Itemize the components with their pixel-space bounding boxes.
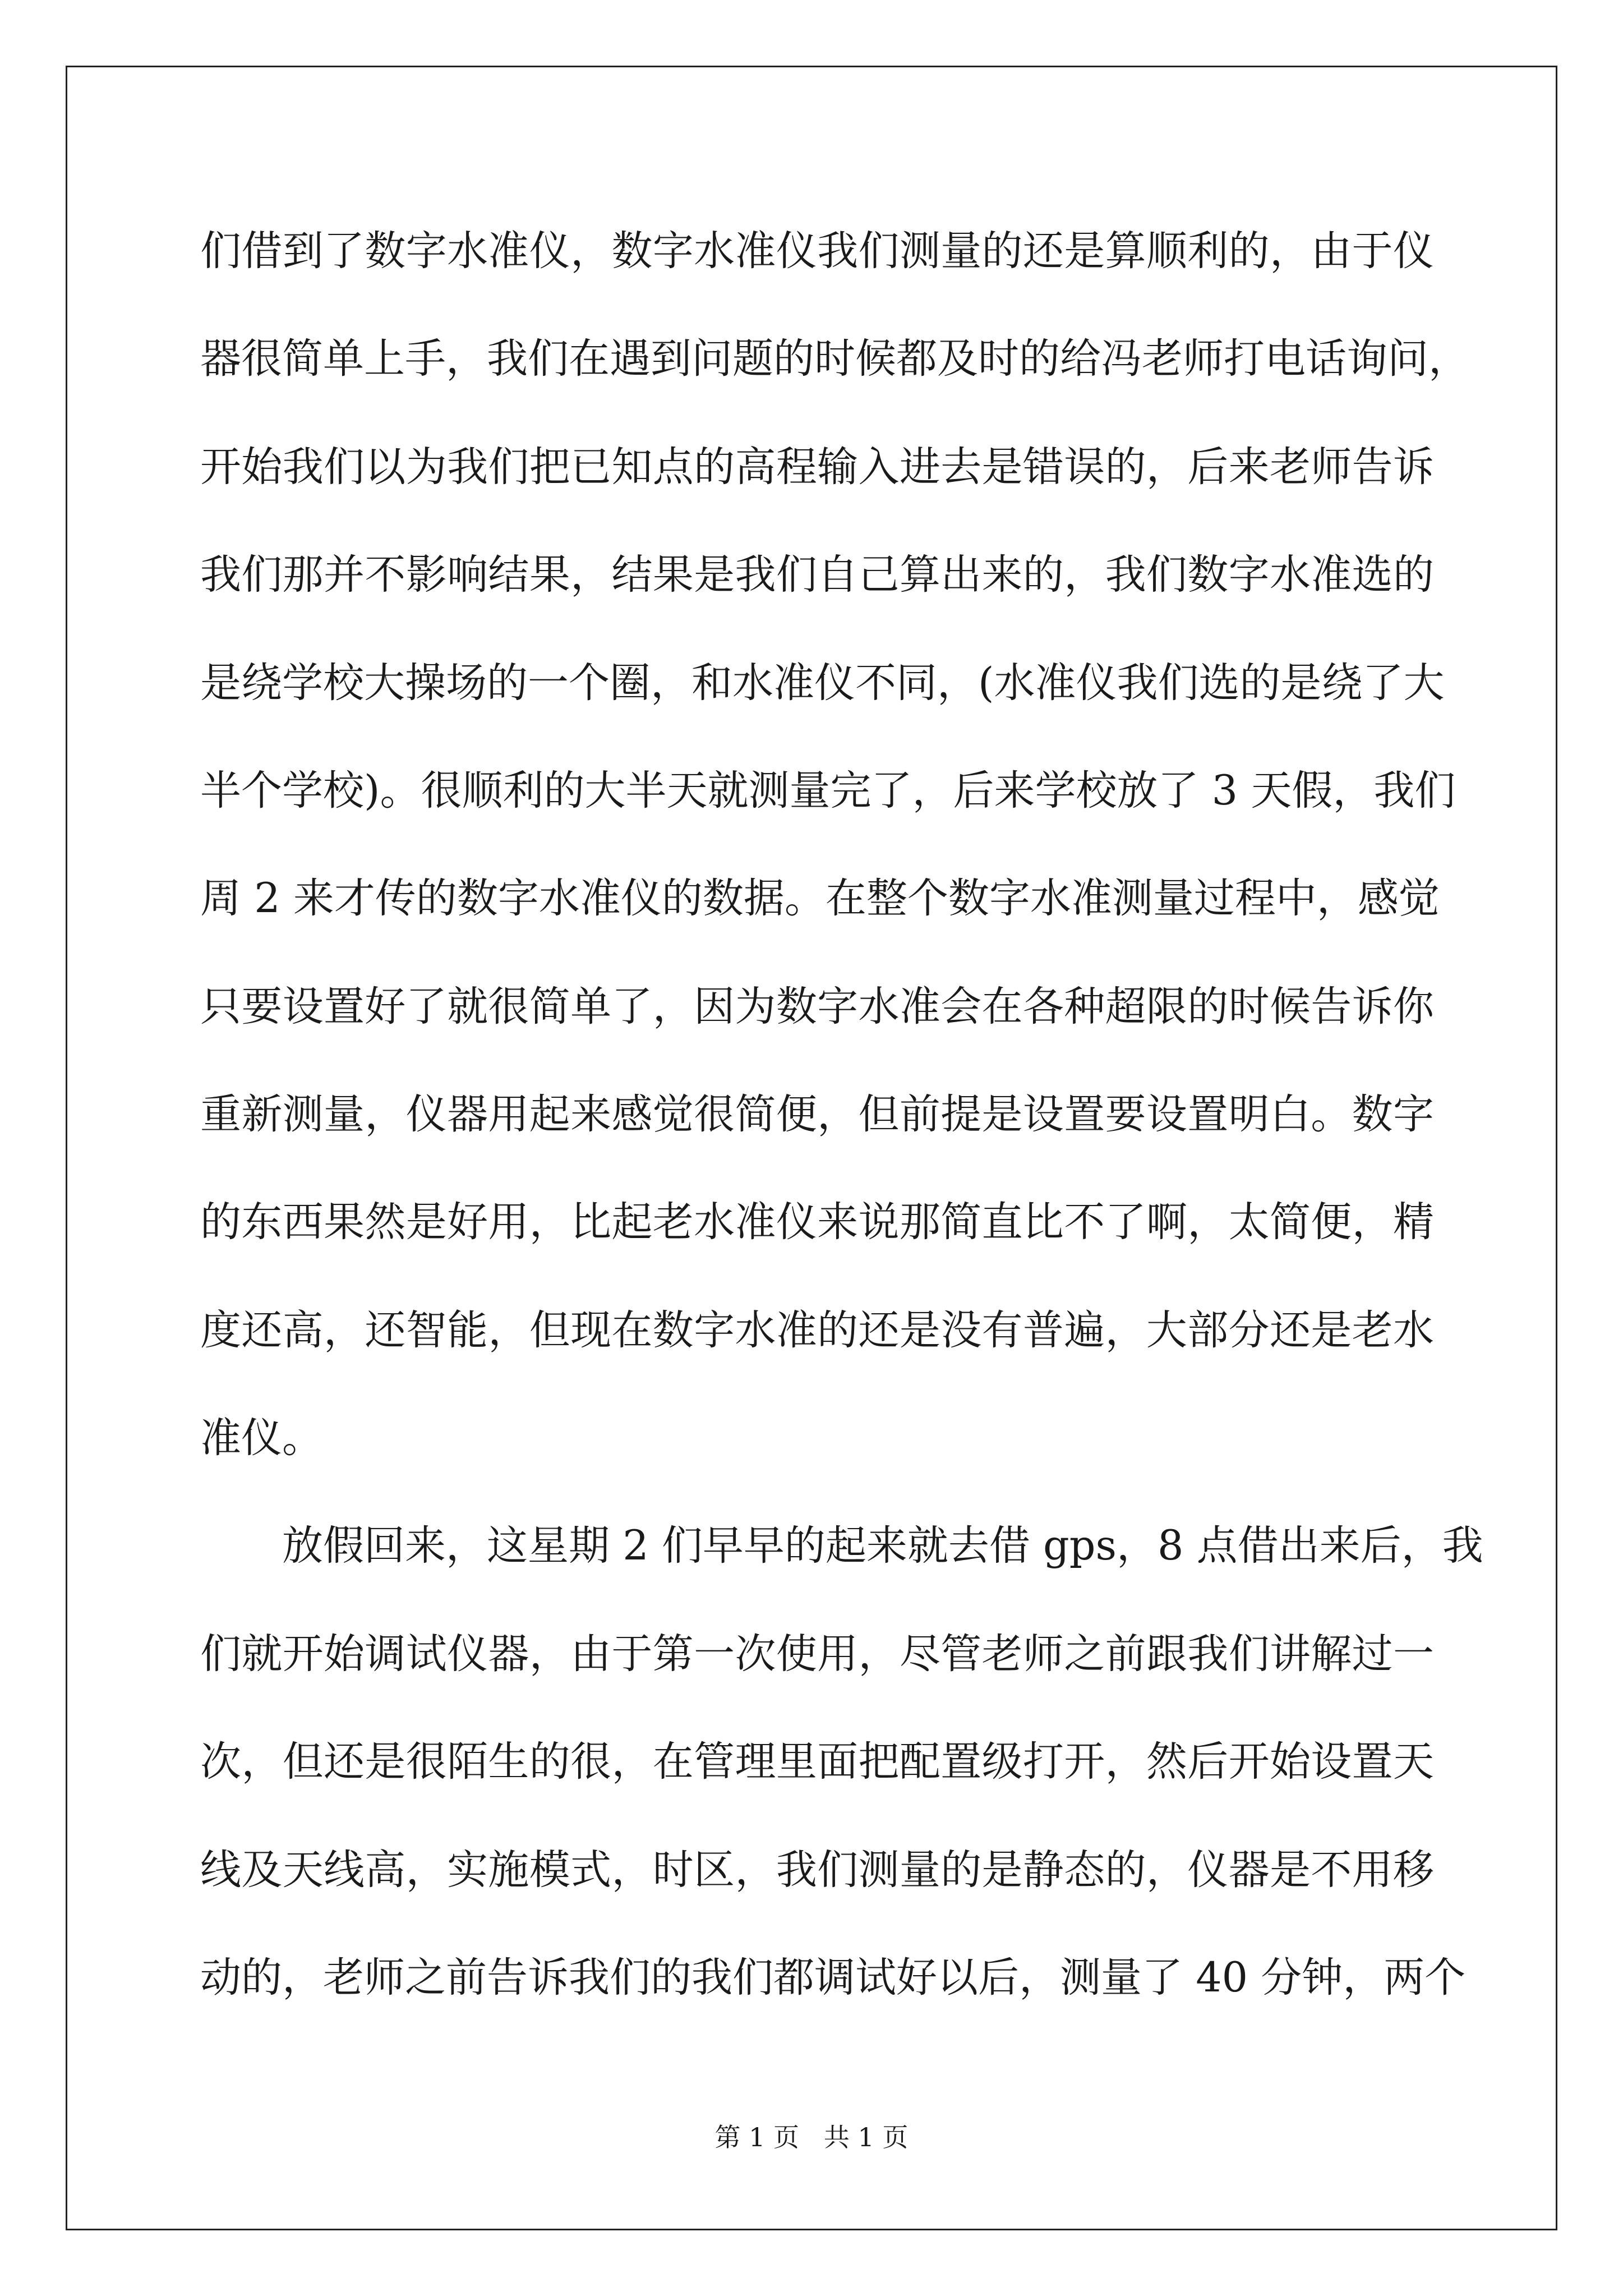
text-line: 动的，老师之前告诉我们的我们都调试好以后，测量了 40 分钟，两个 — [200, 1954, 1466, 2001]
text-line: 们借到了数字水准仪，数字水准仪我们测量的还是算顺利的，由于仪 — [200, 227, 1434, 275]
text-line: 只要设置好了就很简单了，因为数字水准会在各种超限的时候告诉你 — [200, 983, 1434, 1030]
text-line: 次，但还是很陌生的很，在管理里面把配置级打开，然后开始设置天 — [200, 1738, 1434, 1786]
text-line: 周 2 来才传的数字水准仪的数据。在整个数字水准测量过程中，感觉 — [200, 875, 1440, 922]
text-line: 重新测量，仪器用起来感觉很简便，但前提是设置要设置明白。数字 — [200, 1091, 1434, 1138]
text-line: 开始我们以为我们把已知点的高程输入进去是错误的，后来老师告诉 — [200, 443, 1434, 491]
text-line: 我们那并不影响结果，结果是我们自己算出来的，我们数字水准选的 — [200, 551, 1434, 599]
text-line: 器很简单上手，我们在遇到问题的时候都及时的给冯老师打电话询问， — [200, 335, 1469, 383]
text-line: 线及天线高，实施模式，时区，我们测量的是静态的，仪器是不用移 — [200, 1846, 1434, 1894]
page-footer: 第 1 页 共 1 页 — [714, 2122, 909, 2152]
text-line: 半个学校)。很顺利的大半天就测量完了，后来学校放了 3 天假，我们 — [200, 767, 1456, 815]
text-line: 度还高，还智能，但现在数字水准的还是没有普遍，大部分还是老水 — [200, 1306, 1434, 1354]
text-line: 的东西果然是好用，比起老水准仪来说那简直比不了啊，太简便，精 — [200, 1198, 1434, 1246]
text-line: 准仪。 — [200, 1414, 323, 1462]
text-line: 是绕学校大操场的一个圈，和水准仪不同，(水准仪我们选的是绕了大 — [200, 659, 1445, 707]
text-line: 们就开始调试仪器，由于第一次使用，尽管老师之前跟我们讲解过一 — [200, 1630, 1434, 1678]
paragraph-start-line: 放假回来，这星期 2 们早早的起来就去借 gps，8 点借出来后，我 — [282, 1522, 1483, 1570]
